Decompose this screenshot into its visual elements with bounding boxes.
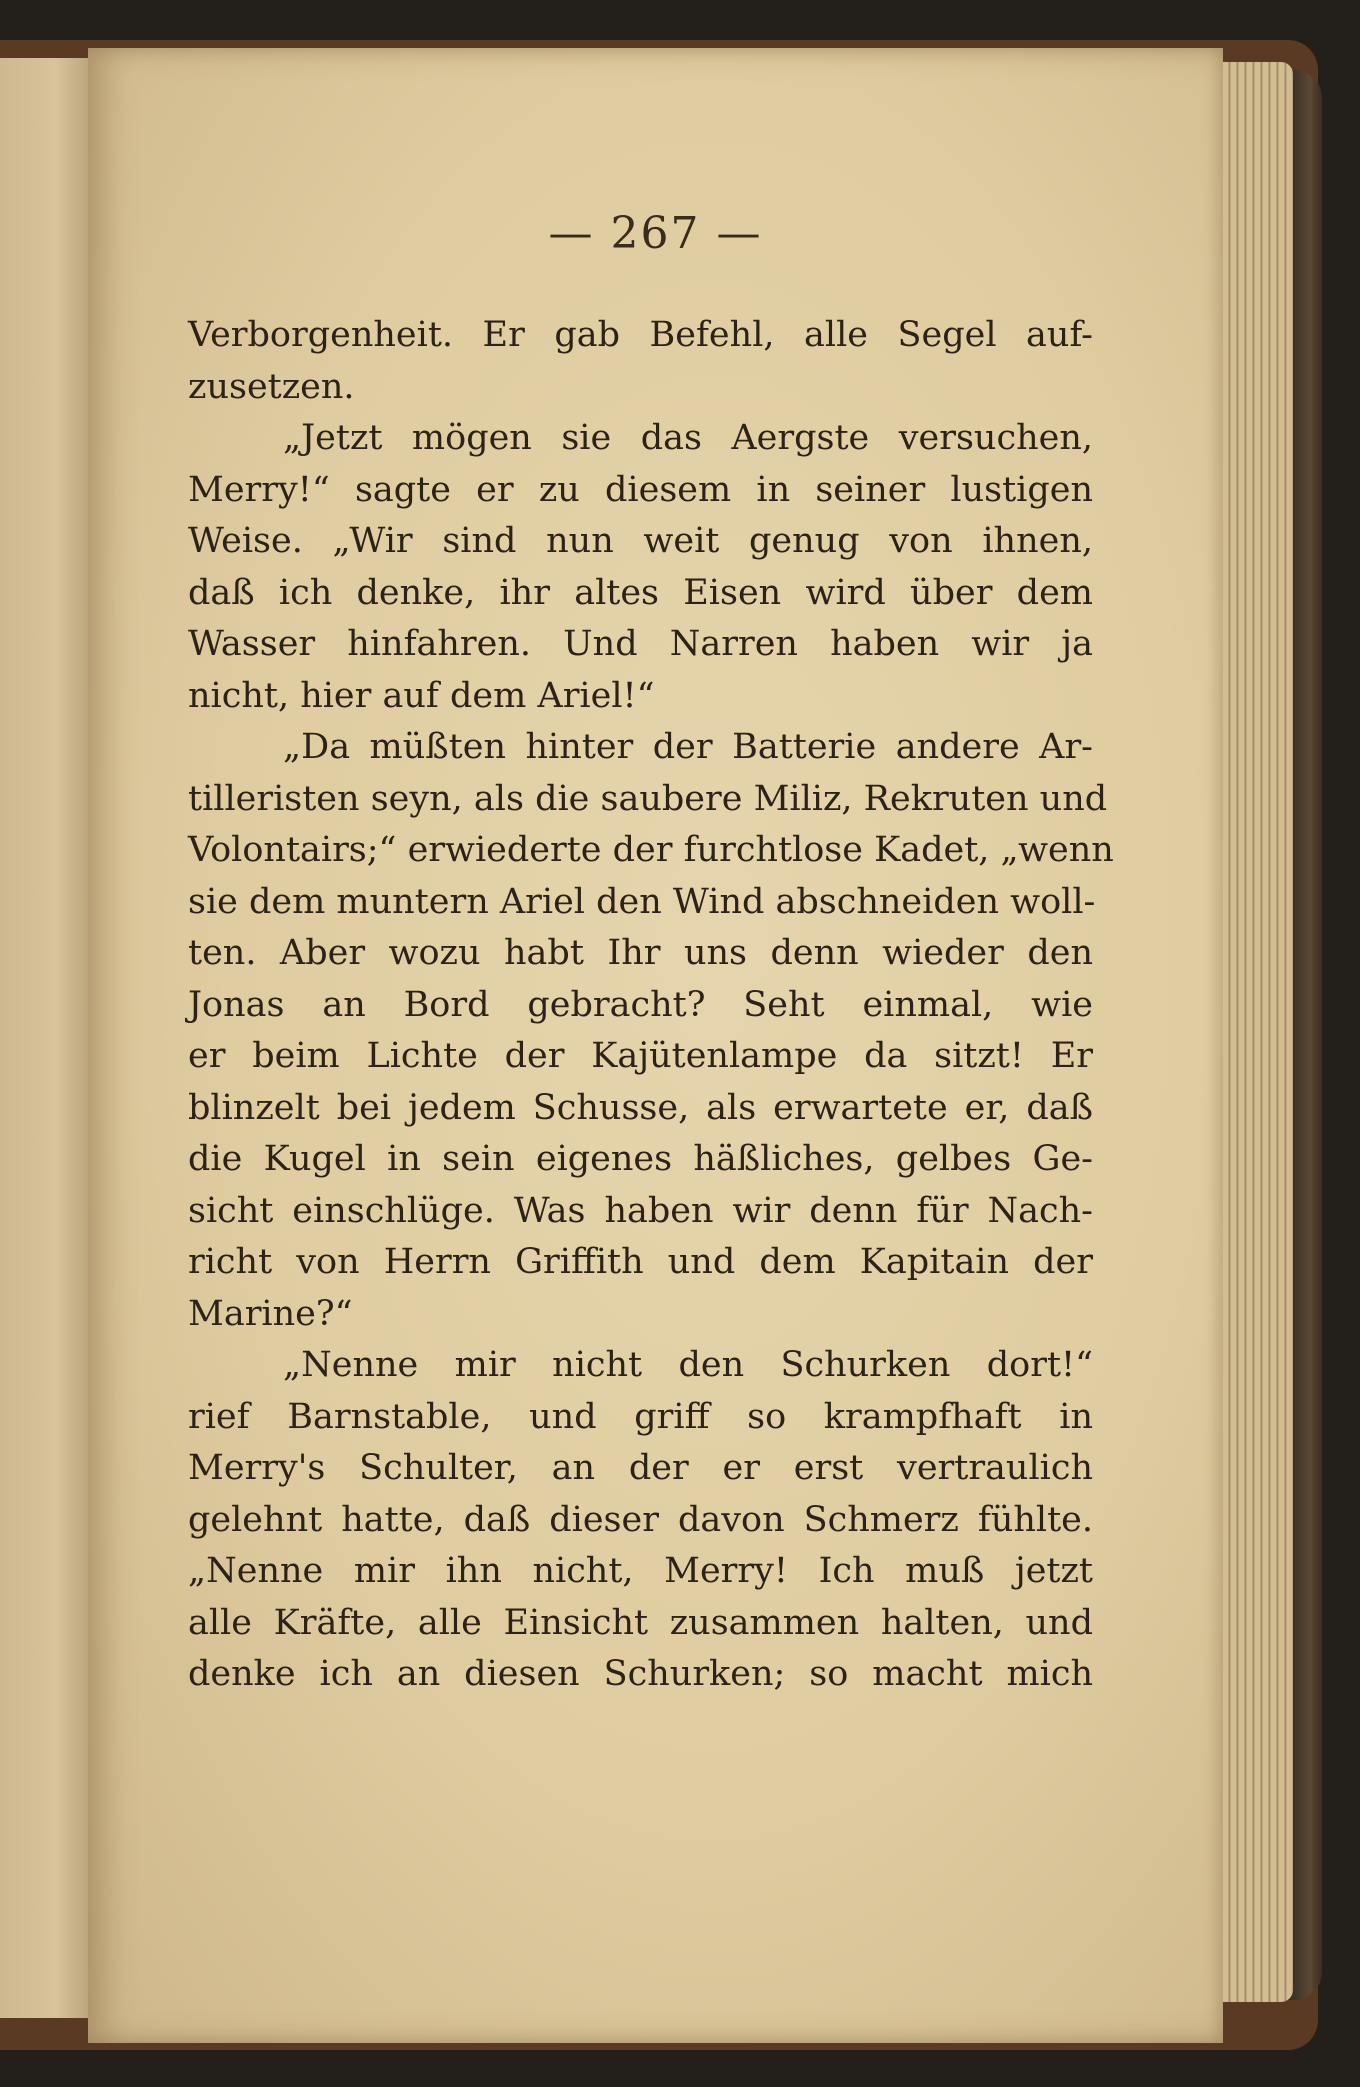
text-line: Marine?“	[188, 1293, 353, 1334]
text-line: gelehnt hatte, daß dieser davon Schmerz fühlte.	[188, 1499, 1093, 1540]
page-number: — 267 —	[548, 208, 763, 259]
text-line: er beim Lichte der Kajütenlampe da sitzt! Er	[188, 1036, 1093, 1076]
book-page	[88, 48, 1223, 2043]
text-line: tilleristen seyn, als die saubere Miliz, Rekruten und	[188, 778, 1108, 819]
text-line: „Jetzt mögen sie das Aergste versuchen,	[283, 418, 1093, 458]
text-line: blinzelt bei jedem Schusse, als erwartete er, daß	[188, 1087, 1093, 1128]
text-line: die Kugel in sein eigenes häßliches, gelbes Ge-	[188, 1139, 1093, 1179]
text-line: Jonas an Bord gebracht? Seht einmal, wie	[188, 984, 1093, 1025]
text-line: „Nenne mir nicht den Schurken dort!“	[283, 1345, 1093, 1385]
text-line: nicht, hier auf dem Ariel!“	[188, 675, 655, 716]
page-stack-edges	[1215, 62, 1293, 2002]
text-line: daß ich denke, ihr altes Eisen wird über dem	[188, 572, 1093, 613]
text-line: denke ich an diesen Schurken; so macht mich	[188, 1654, 1093, 1694]
text-line: sie dem muntern Ariel den Wind abschneiden woll-	[188, 881, 1096, 922]
text-line: Merry!“ sagte er zu diesem in seiner lustigen	[188, 469, 1093, 510]
text-line: richt von Herrn Griffith und dem Kapitain der	[188, 1242, 1093, 1282]
text-line: „Nenne mir ihn nicht, Merry! Ich muß jetzt	[188, 1551, 1093, 1591]
page-text	[188, 310, 1114, 1701]
text-line: alle Kräfte, alle Einsicht zusammen halten, und	[188, 1602, 1093, 1643]
facing-page-edge	[0, 58, 94, 2018]
text-line: zusetzen.	[188, 366, 355, 407]
text-line: sicht einschlüge. Was haben wir denn für Nach-	[188, 1190, 1093, 1231]
text-line: rief Barnstable, und griff so krampfhaft in	[188, 1396, 1093, 1437]
text-line: ten. Aber wozu habt Ihr uns denn wieder den	[188, 933, 1093, 973]
text-line: „Da müßten hinter der Batterie andere Ar-	[283, 727, 1093, 767]
text-line: Verborgenheit. Er gab Befehl, alle Segel auf-	[188, 315, 1093, 355]
text-line: Merry's Schulter, an der er erst vertraulich	[188, 1448, 1093, 1488]
text-line: Wasser hinfahren. Und Narren haben wir ja	[188, 624, 1093, 664]
text-line: Volontairs;“ erwiederte der furchtlose Kadet, „wenn	[188, 830, 1114, 870]
text-line: Weise. „Wir sind nun weit genug von ihnen,	[188, 521, 1093, 561]
